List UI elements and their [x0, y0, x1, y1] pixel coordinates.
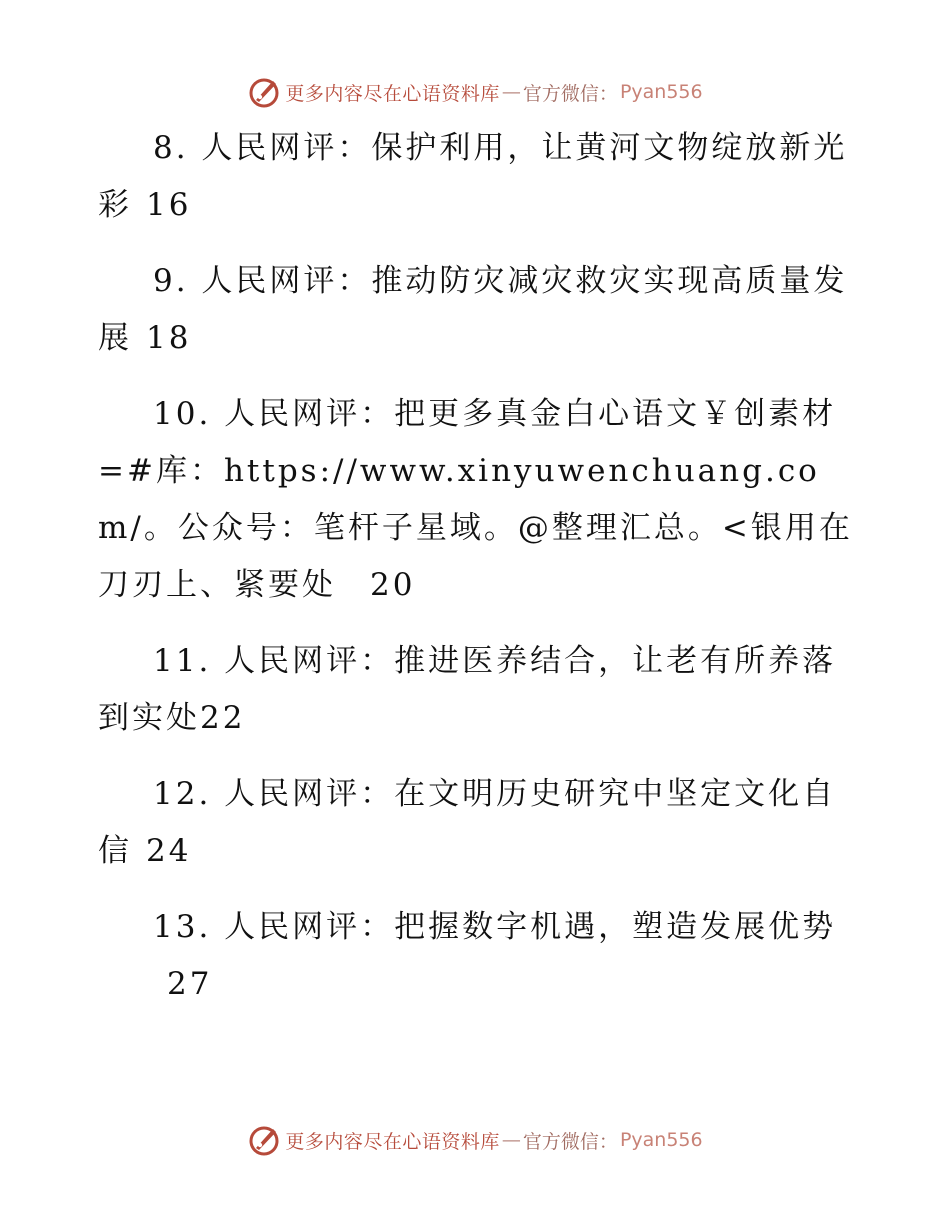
header-banner	[0, 72, 950, 112]
quill-pen-logo-icon	[247, 75, 281, 109]
toc-entry-10[interactable]	[98, 386, 856, 614]
banner-wechat-label: 官方微信：	[522, 1130, 618, 1153]
toc-entry-page: 27	[167, 966, 213, 1002]
toc-entry-title: 11. 人民网评：推进医养结合，让老有所养落到实处	[98, 643, 837, 736]
toc-entry-8[interactable]	[98, 120, 856, 234]
toc-entry-page: 18	[146, 320, 192, 356]
banner-wechat-id: Pyan556	[619, 1129, 703, 1151]
toc-entry-title: 8. 人民网评：保护利用，让黄河文物绽放新光彩	[98, 130, 848, 223]
banner-wechat-id: Pyan556	[619, 81, 703, 103]
toc-entry-title: 9. 人民网评：推动防灾减灾救灾实现高质量发展	[98, 263, 848, 356]
banner-dash: —	[501, 81, 521, 103]
toc-entry-12[interactable]	[98, 766, 856, 880]
toc-entry-title: 13. 人民网评：把握数字机遇，塑造发展优势	[153, 909, 837, 945]
toc-entry-page: 20	[370, 567, 416, 603]
toc-entry-9[interactable]	[98, 253, 856, 367]
quill-pen-logo-icon	[247, 1123, 281, 1157]
toc-entry-title: 12. 人民网评：在文明历史研究中坚定文化自信	[98, 776, 837, 869]
toc-entry-page: 24	[146, 833, 192, 869]
banner-dash: —	[501, 1129, 521, 1151]
banner-wechat-label: 官方微信：	[522, 82, 618, 105]
toc-entry-title: 10. 人民网评：把更多真金白心语文￥创素材=#库：https://www.xinyuwenchuang.com/。公众号：笔杆子星域。@整理汇总。<银用在刀刃上、紧要处	[98, 396, 853, 603]
footer-banner	[0, 1120, 950, 1160]
toc-entry-page: 16	[146, 187, 192, 223]
toc-entry-page: 22	[200, 700, 246, 736]
banner-text: 更多内容尽在心语资料库	[285, 1130, 500, 1153]
toc-entry-13[interactable]	[98, 899, 856, 1013]
table-of-contents	[98, 120, 856, 1032]
banner-text: 更多内容尽在心语资料库	[285, 82, 500, 105]
toc-entry-11[interactable]	[98, 633, 856, 747]
